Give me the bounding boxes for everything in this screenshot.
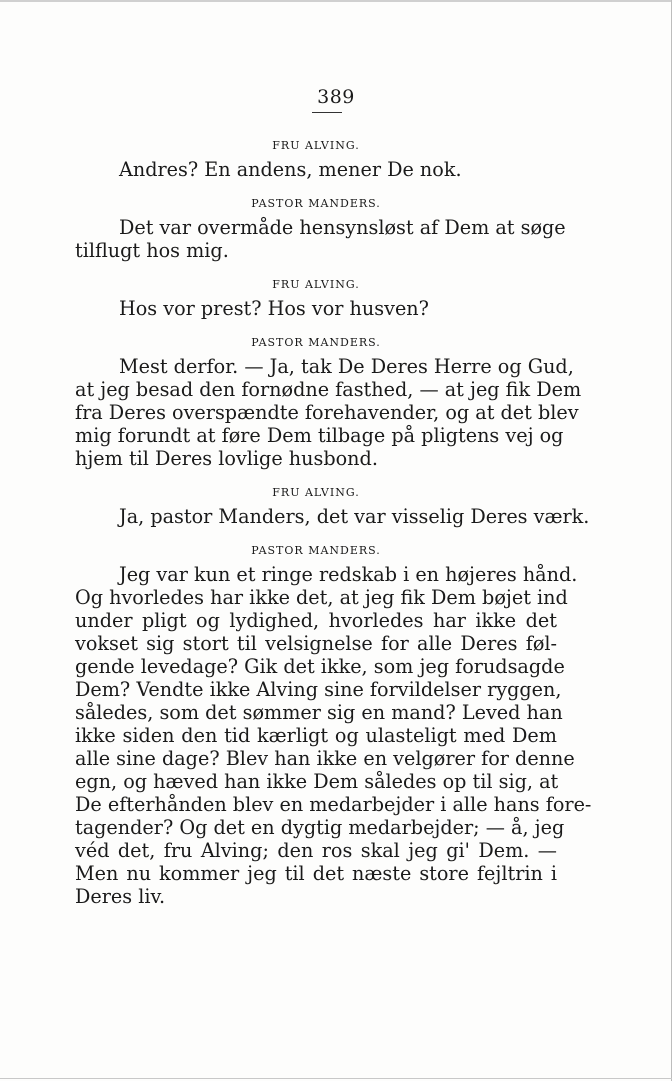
- speech-line: Dem? Vendte ikke Alving sine forvildelser ryggen,: [75, 678, 562, 701]
- speech-line: således, som det sømmer sig en mand? Leved han: [75, 701, 563, 724]
- speech-line: tagender? Og det en dygtig medarbejder; — å, jeg: [75, 816, 565, 839]
- speaker-name: PASTOR MANDERS.: [251, 197, 381, 210]
- speaker-name: FRU ALVING.: [272, 139, 360, 152]
- speech-text: [75, 216, 566, 262]
- speech-line: gende levedage? Gik det ikke, som jeg forudsagde: [75, 655, 565, 678]
- speech-line: Hos vor prest? Hos vor husven?: [119, 297, 429, 320]
- speech-text: [75, 563, 592, 908]
- speech-line: Men nu kommer jeg til det næste store fejltrin i: [75, 862, 557, 885]
- speaker-name: FRU ALVING.: [272, 278, 360, 291]
- speech-line: alle sine dage? Blev han ikke en velgører for denne: [75, 747, 575, 770]
- speech-line: Ja, pastor Manders, det var visselig Deres værk.: [119, 505, 590, 528]
- speech-line: Mest derfor. — Ja, tak De Deres Herre og Gud,: [119, 355, 574, 378]
- speech-text: [75, 355, 582, 470]
- speaker-name: PASTOR MANDERS.: [251, 336, 381, 349]
- speech-line: De efterhånden blev en medarbejder i alle hans fore-: [75, 793, 592, 816]
- page-edge-bottom: [0, 1078, 672, 1079]
- speech-line: Og hvorledes har ikke det, at jeg fik Dem bøjet ind: [75, 586, 568, 609]
- speech-line: Det var overmåde hensynsløst af Dem at søge: [119, 216, 566, 239]
- speech-line: under pligt og lydighed, hvorledes har ikke det: [75, 609, 557, 632]
- page-number: 389: [317, 86, 355, 108]
- speech-line: véd det, fru Alving; den ros skal jeg gi' Dem. —: [75, 839, 557, 862]
- speaker-name: FRU ALVING.: [272, 486, 360, 499]
- dialogue-text: [75, 124, 592, 908]
- speech-line: fra Deres overspændte forehavender, og at det blev: [75, 401, 579, 424]
- speech-text: [75, 505, 590, 528]
- speech-line: hjem til Deres lovlige husbond.: [75, 447, 378, 470]
- speech-line: tilflugt hos mig.: [75, 239, 229, 262]
- speech-line: Jeg var kun et ringe redskab i en højeres hånd.: [119, 563, 578, 586]
- speech-line: at jeg besad den fornødne fasthed, — at jeg fik Dem: [75, 378, 582, 401]
- speech-text: [75, 297, 557, 320]
- speech-text: [75, 158, 557, 181]
- speech-line: Andres? En andens, mener De nok.: [119, 158, 462, 181]
- speech-line: mig forundt at føre Dem tilbage på pligtens vej og: [75, 424, 564, 447]
- speech-line: egn, og hæved han ikke Dem således op til sig, at: [75, 770, 559, 793]
- page-number-rule: [312, 112, 342, 113]
- speech-line: ikke siden den tid kærligt og ulasteligt med Dem: [75, 724, 557, 747]
- page-edge-top: [0, 0, 672, 2]
- speech-line: vokset sig stort til velsignelse for alle Deres føl-: [75, 632, 557, 655]
- speech-line: Deres liv.: [75, 885, 166, 908]
- speaker-name: PASTOR MANDERS.: [251, 544, 381, 557]
